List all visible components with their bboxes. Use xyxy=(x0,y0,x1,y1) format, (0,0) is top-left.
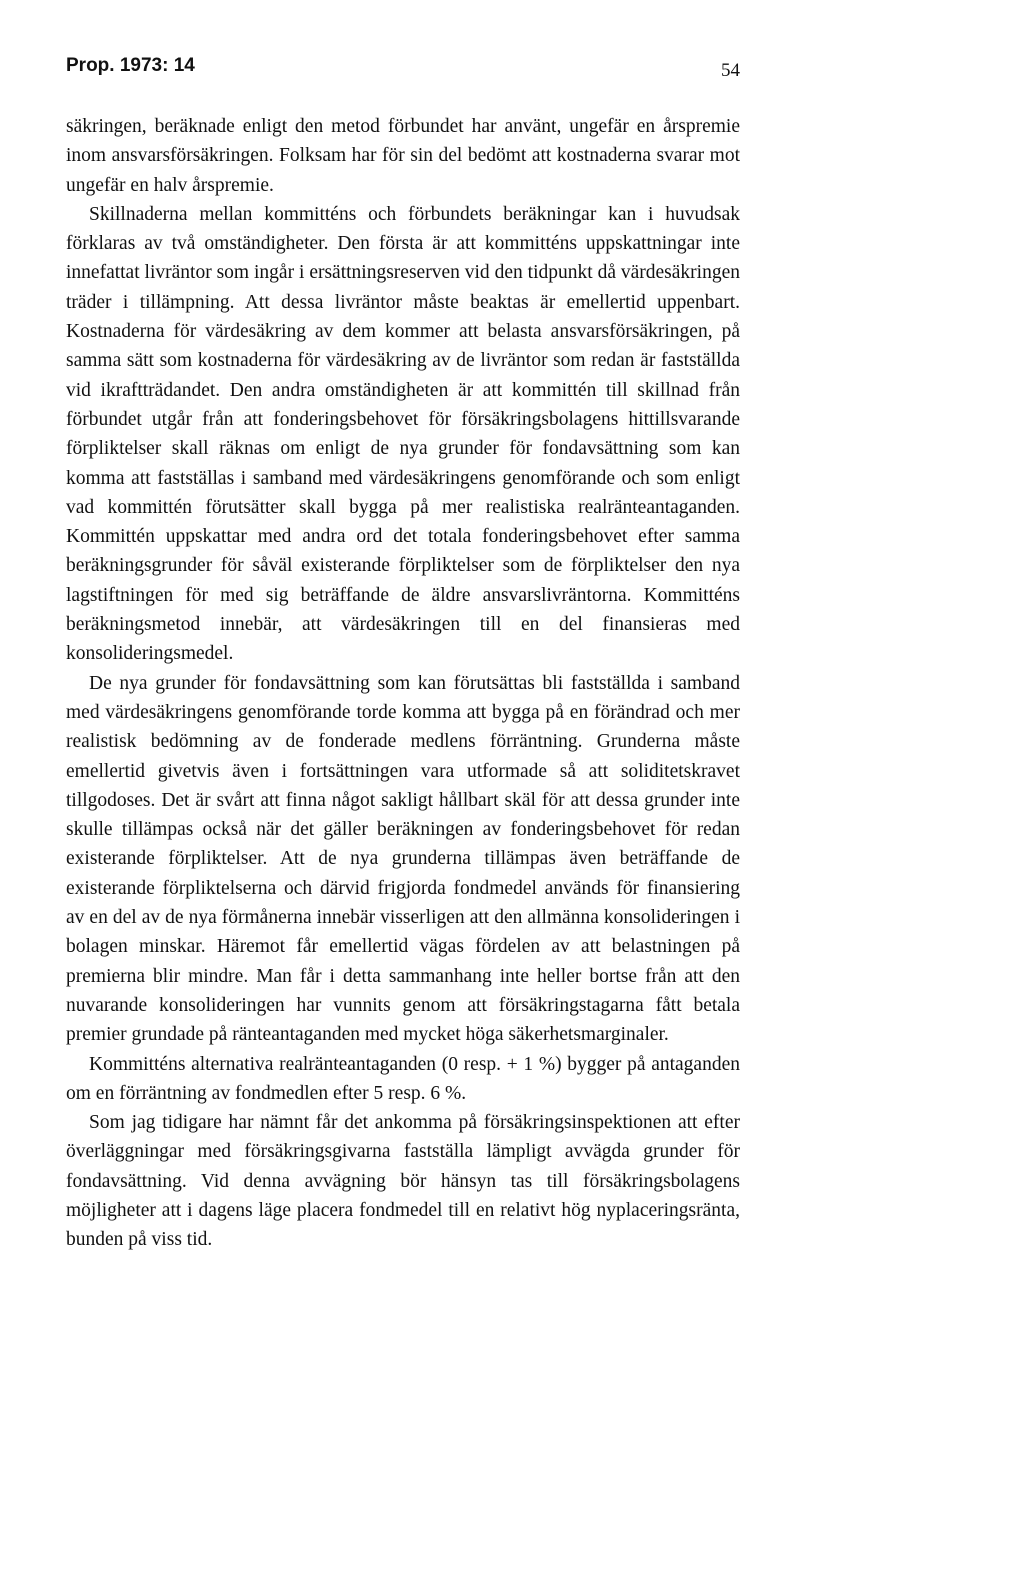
paragraph-3: De nya grunder för fondavsättning som kan förutsättas bli fastställda i samband med värdesäkringens genomförande torde komma att bygga på en förändrad och mer realistisk bedömning av de fonderade medlens förräntning. Grunderna måste emellertid givetvis även i fortsättningen vara utformade så att soliditetskravet tillgodoses. Det är svårt att finna något sakligt hållbart skäl för att dessa grunder inte skulle tillämpas också när det gäller beräkningen av fonderingsbehovet för redan existerande förpliktelser. Att de nya grunderna tillämpas även beträffande de existerande förpliktelserna och därvid frigjorda fondmedel används för finansiering av en del av de nya förmånerna innebär visserligen att den allmänna konsolideringen i bolagen minskar. Häremot får emellertid vägas fördelen av att belastningen på premierna blir mindre. Man får i detta sammanhang inte heller bortse från att den nuvarande konsolideringen har vunnits genom att försäkringstagarna fått betala premier grundade på ränteantaganden med mycket höga säkerhetsmarginaler. xyxy=(66,672,740,1046)
page-number: 54 xyxy=(721,60,740,81)
document-reference: Prop. 1973: 14 xyxy=(66,55,195,76)
paragraph-1: säkringen, beräknade enligt den metod förbundet har använt, ungefär en årspremie inom ansvarsförsäkringen. Folksam har för sin del bedömt att kostnaderna svarar mot ungefär en halv årspremie. xyxy=(66,116,740,196)
paragraph-4: Kommitténs alternativa realränteantaganden (0 resp. + 1 %) bygger på antaganden om en förräntning av fondmedlen efter 5 resp. 6 %. xyxy=(66,1053,740,1104)
paragraph-5: Som jag tidigare har nämnt får det ankomma på försäkringsinspektionen att efter överläggningar med försäkringsgivarna fastställa lämpligt avvägda grunder för fondavsättning. Vid denna avvägning bör hänsyn tas till försäkringsbolagens möjligheter att i dagens läge placera fondmedel till en relativt hög nyplaceringsränta, bunden på viss tid. xyxy=(66,1112,740,1251)
document-body xyxy=(66,112,740,1255)
page-header xyxy=(66,52,740,88)
paragraph-2: Skillnaderna mellan kommitténs och förbundets beräkningar kan i huvudsak förklaras av två omständigheter. Den första är att kommitténs uppskattningar inte innefattat livräntor som ingår i ersättningsreserven vid den tidpunkt då värdesäkringen träder i tillämpning. Att dessa livräntor måste beaktas är emellertid uppenbart. Kostnaderna för värdesäkring av dem kommer att belasta ansvarsförsäkringen, på samma sätt som kostnaderna för värdesäkring av de livräntor som redan är fastställda vid ikraftträdandet. Den andra omständigheten är att kommittén till skillnad från förbundet utgår från att fonderingsbehovet för försäkringsbolagens hittillsvarande förpliktelser skall räknas om enligt de nya grunder för fondavsättning som kan komma att fastställas i samband med värdesäkringens genomförande och som enligt vad kommittén förutsätter skall bygga på mer realistiska realränteantaganden. Kommittén uppskattar med andra ord det totala fonderingsbehovet efter samma beräkningsgrunder för såväl existerande förpliktelser som de förpliktelser den nya lagstiftningen för med sig beträffande de äldre ansvarslivräntorna. Kommitténs beräkningsmetod innebär, att värdesäkringen till en del finansieras med konsolideringsmedel. xyxy=(66,203,740,665)
document-page xyxy=(66,52,740,1255)
